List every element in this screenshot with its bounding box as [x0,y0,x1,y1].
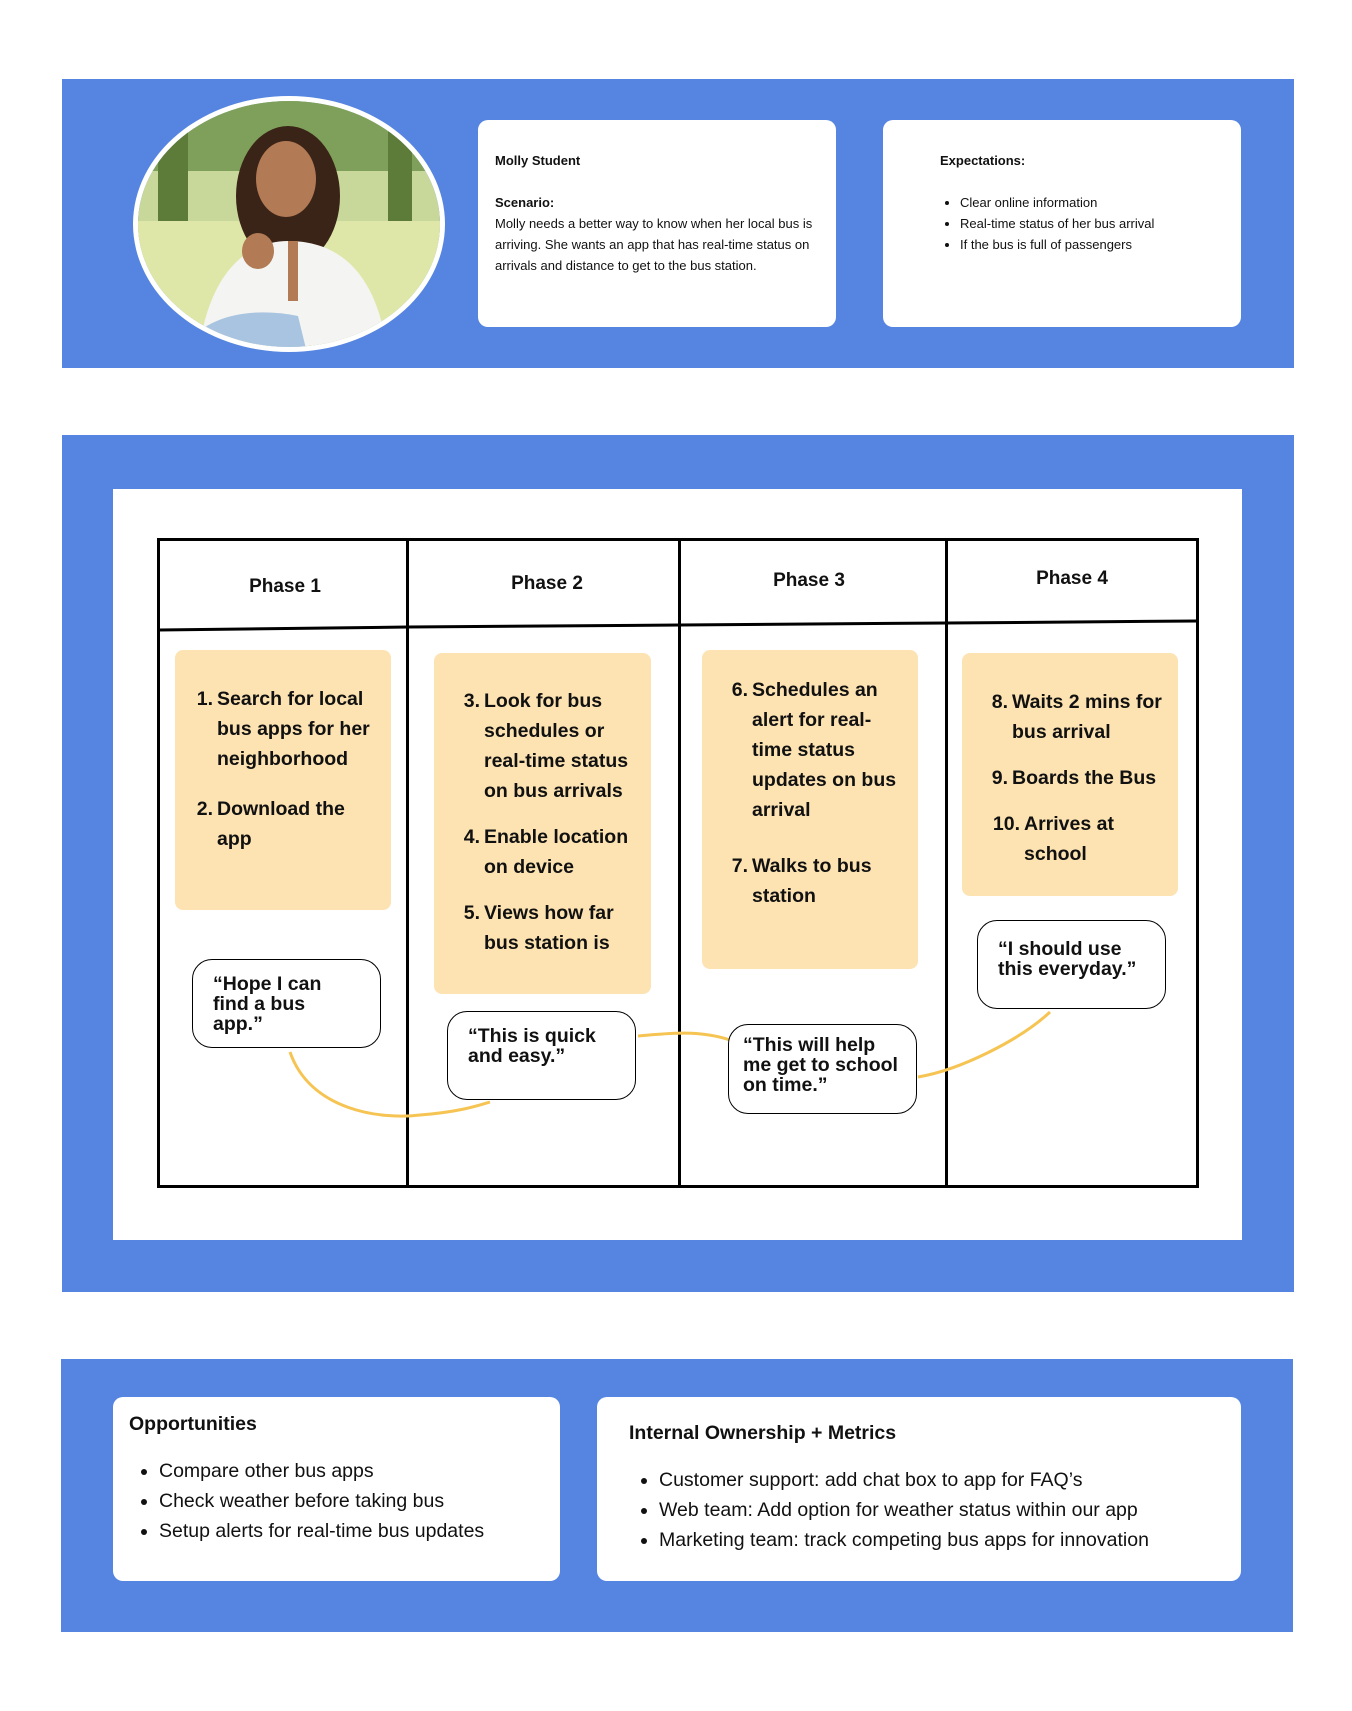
phase-1-header: Phase 1 [249,576,321,597]
connector-line [638,1033,730,1040]
step-item: 2. Download the app [196,798,345,850]
phase-4-quote: “I should use this everyday.” [977,920,1166,1009]
connector-line [918,1012,1050,1077]
step-item: 5. Views how far bus station is [463,902,614,954]
opportunity-item: • Compare other bus apps [159,1456,546,1486]
step-item: 8. Waits 2 mins for bus arrival [991,691,1162,743]
step-item: 7. Walks to bus station [731,855,872,907]
phase-3-quote: “This will help me get to school on time.” [728,1024,917,1114]
phase-3-steps [702,650,918,969]
expectations-label: Expectations: [940,153,1026,168]
step-item: 10. Arrives at school [992,813,1114,865]
step-item: 1. Search for local bus apps for her neighborhood [196,688,370,770]
opportunities-list [129,1456,546,1546]
phase-2-header: Phase 2 [511,573,583,594]
ownership-item: • Customer support: add chat box to app for FAQ’s [659,1465,1227,1495]
phase-1-quote: “Hope I can find a bus app.” [192,959,381,1048]
expectation-item: • If the bus is full of passengers [960,234,1221,255]
scenario-text: Molly needs a better way to know when her local bus is arriving. She wants an app that has real-time status on arrivals and distance to get to the bus station. [495,216,813,273]
persona-name: Molly Student [495,153,581,168]
ownership-card [597,1397,1241,1581]
phase-3-header: Phase 3 [773,570,845,591]
phase-1-steps [175,650,391,910]
phase-4-header: Phase 4 [1036,568,1108,589]
step-item: 3. Look for bus schedules or real-time status on bus arrivals [463,690,629,802]
ownership-title: Internal Ownership + Metrics [629,1422,897,1444]
step-item: 9. Boards the Bus [991,767,1157,789]
opportunity-item: • Check weather before taking bus [159,1486,546,1516]
opportunities-card [113,1397,560,1581]
step-item: 4. Enable location on device [463,826,629,878]
expectation-item: • Real-time status of her bus arrival [960,213,1221,234]
expectation-item: • Clear online information [960,192,1221,213]
phase-2-steps [434,653,651,994]
step-item: 6. Schedules an alert for real-time status updates on bus arrival [731,679,897,821]
ownership-list [629,1465,1227,1555]
phase-4-steps [962,653,1178,896]
ownership-item: • Web team: Add option for weather status within our app [659,1495,1227,1525]
ownership-item: • Marketing team: track competing bus apps for innovation [659,1525,1227,1555]
opportunity-item: • Setup alerts for real-time bus updates [159,1516,546,1546]
phase-2-quote: “This is quick and easy.” [447,1011,636,1100]
scenario-label: Scenario: [495,195,555,210]
opportunities-title: Opportunities [129,1413,257,1435]
